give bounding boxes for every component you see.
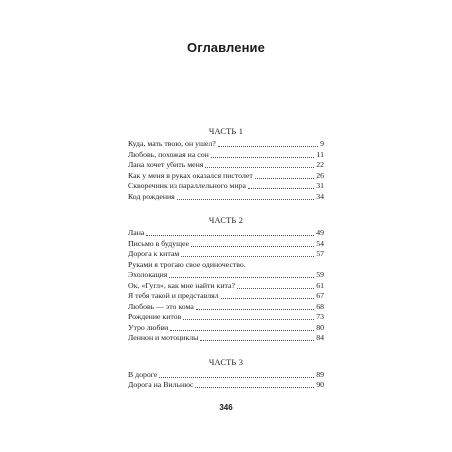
toc-entry	[128, 302, 324, 313]
entry-title: Лана	[128, 228, 145, 237]
toc-entry	[128, 192, 324, 203]
entry-title: Леннон и мотоциклы	[128, 333, 199, 342]
entry-title: Как у меня в руках оказался пистолет	[128, 170, 253, 180]
dot-leader	[237, 288, 314, 289]
toc-entry	[128, 323, 324, 334]
entry-page-number: 9	[320, 139, 324, 148]
dot-leader	[191, 246, 314, 247]
dot-leader	[200, 340, 314, 341]
entry-title: Скворечник из параллельного мира	[128, 181, 247, 190]
entry-page-number: 68	[316, 301, 324, 311]
entry-page-number: 59	[316, 270, 324, 279]
dot-leader	[195, 387, 314, 388]
entry-page-number: 22	[316, 160, 324, 169]
toc-title: Оглавление	[187, 40, 265, 55]
dot-leader	[218, 146, 318, 147]
toc-entry	[128, 171, 324, 182]
dot-leader	[177, 199, 314, 200]
toc-entry	[128, 333, 324, 344]
dot-leader	[221, 298, 315, 299]
toc-entry	[128, 312, 324, 323]
entry-page-number: 73	[316, 312, 324, 321]
entry-title: Эхолокация	[128, 270, 168, 279]
dot-leader	[181, 256, 314, 257]
dot-leader	[255, 178, 314, 179]
dot-leader	[205, 167, 314, 168]
toc-entry	[128, 160, 324, 171]
toc-entry	[128, 139, 324, 150]
entry-title: Я тебя такой и представлял	[128, 291, 219, 300]
table-of-contents	[128, 126, 324, 391]
toc-part-2	[128, 215, 324, 344]
page-number: 346	[219, 403, 233, 412]
toc-entry	[128, 380, 324, 391]
entry-page-number: 90	[316, 380, 324, 389]
part-heading: ЧАСТЬ 2	[208, 216, 244, 225]
dot-leader	[183, 319, 314, 320]
toc-part-3	[128, 357, 324, 391]
entry-title: Письмо в будущее	[128, 238, 190, 248]
entry-title: Ок, «Гугл», как мне найти кита?	[128, 280, 235, 290]
dot-leader	[159, 377, 314, 378]
toc-entry-multiline	[128, 260, 324, 281]
part-heading: ЧАСТЬ 1	[208, 127, 244, 136]
toc-entry	[128, 239, 324, 250]
toc-entry	[128, 281, 324, 292]
entry-page-number: 84	[316, 333, 324, 342]
entry-page-number: 31	[316, 181, 324, 190]
entry-page-number: 67	[316, 291, 324, 300]
entry-title: Код рождения	[128, 191, 175, 201]
toc-entry	[128, 150, 324, 161]
entry-page-number: 54	[316, 238, 324, 248]
entry-page-number: 26	[316, 170, 324, 180]
dot-leader	[211, 157, 315, 158]
toc-entry	[128, 181, 324, 192]
dot-leader	[170, 330, 314, 331]
entry-page-number: 11	[316, 149, 324, 159]
entry-page-number: 89	[316, 369, 324, 379]
entry-page-number: 57	[316, 249, 324, 258]
toc-entry	[128, 270, 324, 281]
entry-title: Утро любви	[128, 322, 169, 332]
toc-entry	[128, 228, 324, 239]
toc-entry	[128, 370, 324, 381]
entry-page-number: 61	[316, 280, 324, 290]
dot-leader	[169, 277, 314, 278]
entry-title: В дороге	[128, 369, 158, 379]
part-heading: ЧАСТЬ 3	[208, 357, 244, 367]
toc-entry	[128, 249, 324, 260]
entry-title: Лана хочет убить меня	[128, 160, 204, 169]
entry-title: Любовь, похожая на сон	[128, 149, 209, 159]
entry-page-number: 34	[316, 191, 324, 201]
entry-title: Куда, мать твою, он ушел?	[128, 139, 216, 148]
entry-page-number: 80	[316, 322, 324, 332]
entry-title: Любовь — это кома	[128, 301, 194, 311]
dot-leader	[196, 309, 314, 310]
toc-entry	[128, 291, 324, 302]
entry-page-number: 49	[316, 228, 324, 237]
entry-title: Дорога на Вильнюс	[128, 380, 194, 389]
entry-title: Рождение китов	[128, 312, 182, 321]
dot-leader	[146, 235, 314, 236]
entry-title-line-1: Руками я трогаю свое одиночество.	[128, 259, 246, 269]
dot-leader	[248, 188, 314, 189]
entry-title: Дорога к китам	[128, 249, 180, 258]
toc-part-1	[128, 126, 324, 202]
